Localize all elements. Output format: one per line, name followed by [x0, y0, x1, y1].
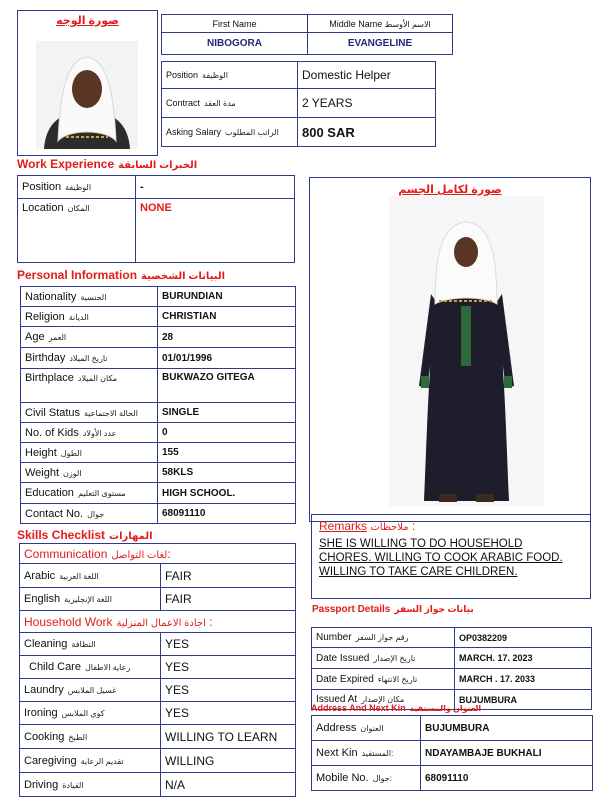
weight-value: 58KLS [158, 463, 296, 483]
civil-status-value: SINGLE [158, 403, 296, 423]
communication-title: Communication لغات التواصل: [20, 544, 296, 564]
issued-at-label: Issued At مكان الإصدار [312, 690, 455, 710]
work-experience-table [17, 175, 295, 263]
caregiving-value: WILLING [161, 749, 296, 773]
issued-at-value: BUJUMBURA [455, 690, 592, 710]
full-body-photo-frame [309, 177, 591, 522]
address-label: Address العنوان [312, 716, 421, 741]
cooking-label: Cooking الطبخ [20, 725, 161, 749]
age-label: Age العمر [21, 327, 158, 348]
education-label: Education مستوى التعليم [21, 483, 158, 504]
height-value: 155 [158, 443, 296, 463]
passport-number-label: Number رقم جواز السفر [312, 628, 455, 648]
personal-info-table [20, 286, 296, 524]
remarks-title: Remarks ملاحظات : [319, 519, 416, 533]
personal-info-title: Personal Information البيانات الشخصية [17, 268, 226, 282]
passport-number-value: OP0382209 [455, 628, 592, 648]
kids-value: 0 [158, 423, 296, 443]
cleaning-label: Cleaning النظافة [20, 633, 161, 656]
remarks-line: SHE IS WILLING TO DO HOUSEHOLD [319, 538, 523, 550]
laundry-label: Laundry غسيل الملابس [20, 679, 161, 702]
arabic-value: FAIR [161, 564, 296, 588]
civil-status-label: Civil Status الحالة الاجتماعية [21, 403, 158, 423]
cooking-value: WILLING TO LEARN [161, 725, 296, 749]
remarks-line: WILLING TO TAKE CARE CHILDREN. [319, 566, 518, 578]
date-expired-label: Date Expired تاريخ الانتهاء [312, 669, 455, 690]
work-position-value: - [136, 176, 295, 199]
english-label: English اللغة الإنجليزية [20, 588, 161, 611]
date-issued-label: Date Issued تاريخ الإصدار [312, 648, 455, 669]
salary-value: 800 SAR [298, 118, 436, 147]
salary-label: Asking Salary الراتب المطلوب [162, 118, 298, 147]
child-care-label: Child Care رعاية الاطفال [20, 656, 161, 679]
next-kin-label: Next Kin المستفيد: [312, 741, 421, 766]
arabic-label: Arabic اللغة العربية [20, 564, 161, 588]
driving-label: Driving القيادة [20, 773, 161, 797]
name-table [161, 14, 453, 55]
ironing-value: YES [161, 702, 296, 725]
weight-label: Weight الوزن [21, 463, 158, 483]
skills-title: Skills Checklist المهارات [17, 528, 153, 542]
ironing-label: Ironing كوي الملابس [20, 702, 161, 725]
cleaning-value: YES [161, 633, 296, 656]
work-location-value: NONE [136, 199, 295, 263]
remarks-line: CHORES. WILLING TO COOK ARABIC FOOD. [319, 552, 563, 564]
next-kin-value: NDAYAMBAJE BUKHALI [421, 741, 593, 766]
nationality-label: Nationality الجنسية [21, 287, 158, 307]
work-experience-title: Work Experience الخبرات السابقة [17, 157, 198, 171]
nationality-value: BURUNDIAN [158, 287, 296, 307]
english-value: FAIR [161, 588, 296, 611]
driving-value: N/A [161, 773, 296, 797]
face-photo [36, 41, 138, 149]
position-label: Position الوظيفة [162, 62, 298, 89]
religion-value: CHRISTIAN [158, 307, 296, 327]
religion-label: Religion الديانة [21, 307, 158, 327]
middle-name-label: Middle Name الاسم الأوسط [308, 15, 453, 33]
full-body-photo-caption: صورة لكامل الجسم [398, 184, 502, 196]
birthday-value: 01/01/1996 [158, 348, 296, 369]
address-title: Address And Next Kin العنوان والمستفيد [311, 703, 482, 713]
first-name-value: NIBOGORA [162, 33, 308, 55]
kids-label: No. of Kids عدد الأولاد [21, 423, 158, 443]
age-value: 28 [158, 327, 296, 348]
job-table [161, 61, 436, 147]
passport-title: Passport Details بيانات جواز السفر [312, 604, 474, 615]
face-photo-caption: صورة الوجه [56, 15, 119, 27]
education-value: HIGH SCHOOL. [158, 483, 296, 504]
position-value: Domestic Helper [298, 62, 436, 89]
birthplace-value: BUKWAZO GITEGA [158, 369, 296, 403]
household-title: Household Work اجادة الاعمال المنزلية : [20, 611, 296, 633]
laundry-value: YES [161, 679, 296, 702]
contact-label: Contact No. جوال [21, 504, 158, 524]
full-body-photo [389, 196, 544, 506]
height-label: Height الطول [21, 443, 158, 463]
caregiving-label: Caregiving تقديم الرعاية [20, 749, 161, 773]
contract-value: 2 YEARS [298, 89, 436, 118]
mobile-label: Mobile No. جوال: [312, 766, 421, 791]
contract-label: Contract مدة العقد [162, 89, 298, 118]
work-location-label: Location المكان [18, 199, 136, 263]
birthplace-label: Birthplace مكان الميلاد [21, 369, 158, 403]
remarks-box [311, 514, 591, 599]
passport-table [311, 627, 592, 710]
address-value: BUJUMBURA [421, 716, 593, 741]
skills-table [19, 543, 296, 797]
face-photo-frame [17, 10, 158, 156]
mobile-value: 68091110 [421, 766, 593, 791]
middle-name-value: EVANGELINE [308, 33, 453, 55]
address-table [311, 715, 593, 791]
date-issued-value: MARCH. 17. 2023 [455, 648, 592, 669]
first-name-label: First Name [162, 15, 308, 33]
child-care-value: YES [161, 656, 296, 679]
contact-value: 68091110 [158, 504, 296, 524]
date-expired-value: MARCH . 17. 2033 [455, 669, 592, 690]
work-position-label: Position الوظيفة [18, 176, 136, 199]
birthday-label: Birthday تاريخ الميلاد [21, 348, 158, 369]
remarks-text [319, 537, 563, 579]
